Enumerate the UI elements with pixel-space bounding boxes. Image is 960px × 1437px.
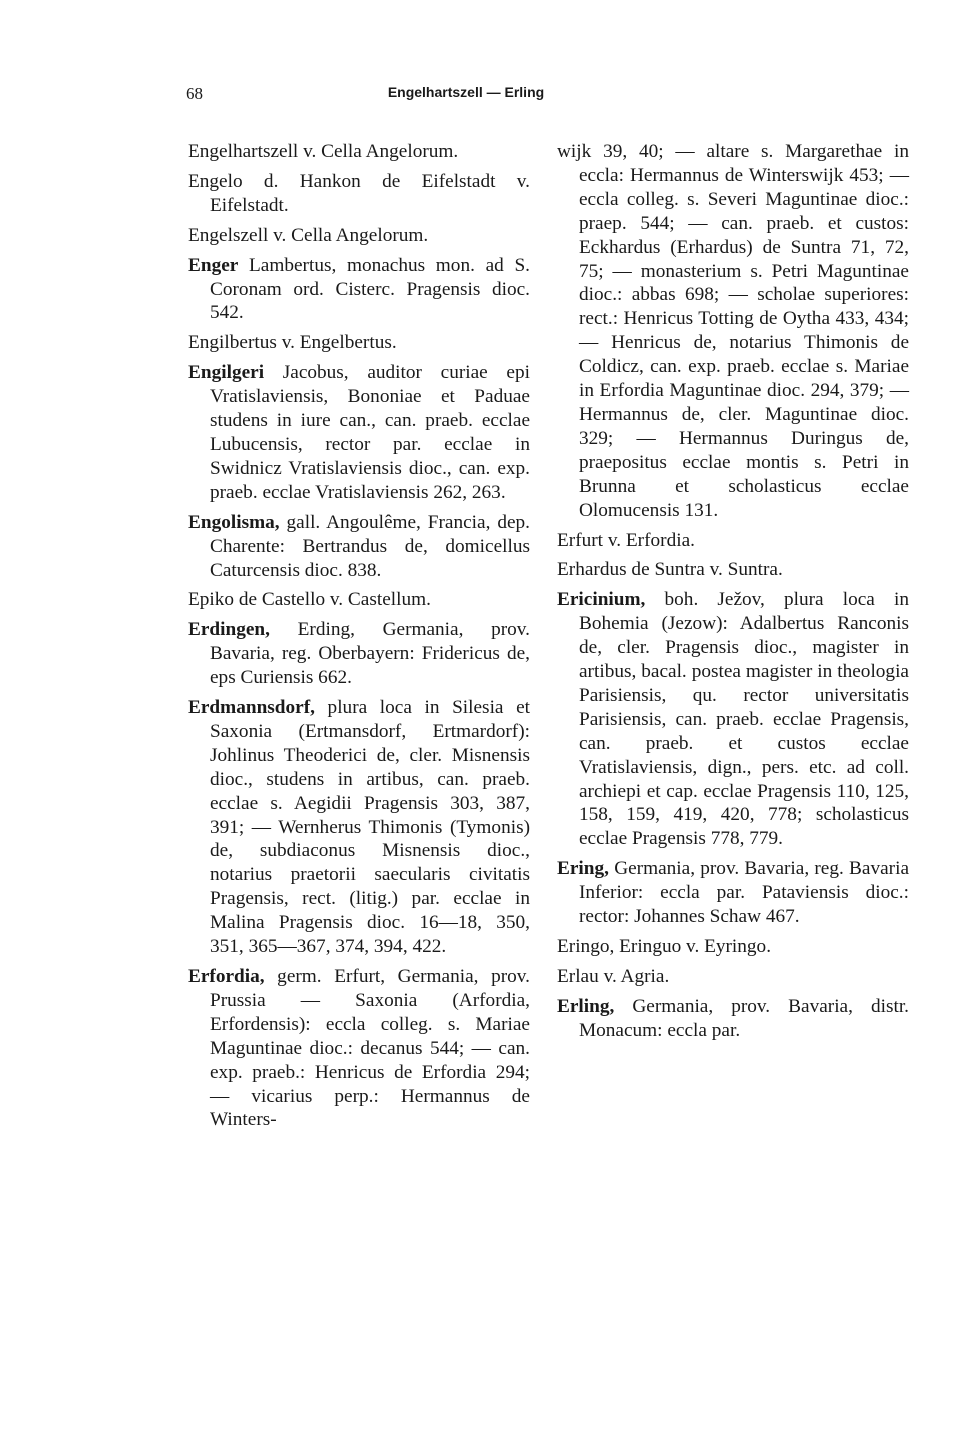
entry-text: Erding, Germania, prov. Bavaria, reg. Oberbayern: Fridericus de, eps Curiensis 662. bbox=[210, 619, 530, 689]
entry-text: boh. Ježov, plura loca in Bohemia (Jezow): Adalbertus Ranconis de, cler. Pragensis dioc., magister in artibus, bacal. postea magister in theologia Parisiensis, qu. rector universitatis Parisiensis, can. praeb. ecclae Pragensis, can. praeb. et custos ecclae Vratislaviensis, dign., pers. etc. ad coll. archiepi et cap. ecclae Pragensis 110, 125, 158, 159, 419, 420, 778; scholasticus ecclae Pragensis 778, 779. bbox=[579, 589, 909, 850]
index-entry bbox=[188, 254, 530, 326]
entry-text: germ. Erfurt, Germania, prov. Prussia — Saxonia (Arfordia, Erfordensis): eccla colleg. s. Mariae Maguntinae dioc.: decanus 544; — can. exp. praeb.: Henricus de Erfordia 294; — vicarius perp.: Hermannus de Winters- bbox=[210, 966, 530, 1131]
left-column bbox=[188, 140, 530, 1138]
page-number: 68 bbox=[186, 84, 203, 103]
index-entry bbox=[557, 965, 909, 989]
index-entry bbox=[188, 331, 530, 355]
page-header bbox=[186, 84, 746, 112]
entry-headword: Erling, bbox=[557, 995, 615, 1017]
entry-text: Engelo d. Hankon de Eifelstadt v. Eifelstadt. bbox=[188, 170, 530, 216]
entry-text: Engelszell v. Cella Angelorum. bbox=[188, 224, 429, 246]
index-entry bbox=[557, 857, 909, 929]
entry-text: Eringo, Eringuo v. Eyringo. bbox=[557, 936, 772, 957]
index-entry bbox=[188, 170, 530, 218]
entry-text: Erfurt v. Erfordia. bbox=[557, 529, 695, 551]
index-entry bbox=[557, 935, 909, 959]
entry-text: Epiko de Castello v. Castellum. bbox=[188, 589, 431, 611]
entry-text: plura loca in Silesia et Saxonia (Ertmansdorf, Ertmardorf): Johlinus Theoderici de, cler. Misnensis dioc., studens in artibus, can. praeb. ecclae s. Aegidii Pragensis 303, 387, 391; — Wernherus Thimonis (Tymonis) de, subdiaconus Misnensis dioc., notarius praetorii saecularis civitatis Pragensis, rect. (litig.) par. ecclae in Malina Pragensis dioc. 16—18, 350, 351, 365—367, 374, 394, 422. bbox=[210, 697, 530, 958]
index-entry bbox=[188, 140, 530, 164]
entry-headword: Erdmannsdorf, bbox=[188, 697, 315, 719]
index-entry bbox=[188, 511, 530, 583]
right-column bbox=[557, 140, 909, 1049]
index-entry bbox=[188, 361, 530, 504]
entry-text: Germania, prov. Bavaria, distr. Monacum: eccla par. bbox=[579, 995, 909, 1041]
index-entry bbox=[188, 224, 530, 248]
index-entry bbox=[557, 529, 909, 553]
entry-headword: Ericinium, bbox=[557, 589, 646, 611]
entry-text: Erlau v. Agria. bbox=[557, 965, 670, 987]
entry-headword: Erdingen, bbox=[188, 619, 270, 641]
entry-text: Engelhartszell v. Cella Angelorum. bbox=[188, 141, 459, 162]
running-title: Engelhartszell — Erling bbox=[387, 84, 545, 100]
entry-headword: Ering, bbox=[557, 858, 609, 880]
index-entry bbox=[188, 588, 530, 612]
entry-text: Germania, prov. Bavaria, reg. Bavaria Inferior: eccla par. Pataviensis dioc.: rector: Johannes Schaw 467. bbox=[579, 858, 909, 928]
index-entry bbox=[188, 618, 530, 690]
index-entry bbox=[188, 696, 530, 959]
entry-text: Engilbertus v. Engelbertus. bbox=[188, 332, 397, 354]
index-entry bbox=[557, 588, 909, 851]
index-entry bbox=[557, 558, 909, 582]
entry-text: gall. Angoulême, Francia, dep. Charente: Bertrandus de, domicellus Caturcensis dioc. 838. bbox=[210, 511, 530, 581]
entry-headword: Enger bbox=[188, 254, 239, 276]
entry-text: wijk 39, 40; — altare s. Margarethae in eccla: Hermannus de Winterswijk 453; — eccla colleg. s. Severi Maguntinae dioc.: praep. 544; — can. praeb. et custos: Eckhardus (Erhardus) de Suntra 71, 72, 75; — monasterium s. Petri Maguntinae dioc.: abbas 698; — scholae superiores: rect.: Henricus Totting de Oytha 433, 434; — Henricus de, notarius Thimonis de Coldicz, can. exp. praeb. ecclae s. Mariae in Erfordia Maguntinae dioc. 294, 379; — Hermannus de, cler. Maguntinae dioc. 329; — Hermannus Duringus de, praepositus ecclae montis s. Petri in Brunna et scholasticus ecclae Olomucensis 131. bbox=[557, 141, 909, 521]
entry-headword: Erfordia, bbox=[188, 966, 265, 987]
entry-text: Jacobus, auditor curiae epi Vratislaviensis, Bononiae et Paduae studens in iure can., can. praeb. ecclae Lubucensis, rector par. ecclae in Swidnicz Vratislaviensis dioc., can. exp. praeb. ecclae Vratislaviensis 262, 263. bbox=[210, 362, 530, 503]
index-entry bbox=[557, 995, 909, 1043]
index-entry bbox=[188, 965, 530, 1132]
entry-text: Erhardus de Suntra v. Suntra. bbox=[557, 559, 783, 581]
entry-headword: Engolisma, bbox=[188, 511, 280, 533]
entry-text: Lambertus, monachus mon. ad S. Coronam ord. Cisterc. Pragensis dioc. 542. bbox=[210, 254, 530, 324]
entry-headword: Engilgeri bbox=[188, 362, 265, 384]
index-entry bbox=[557, 140, 909, 523]
